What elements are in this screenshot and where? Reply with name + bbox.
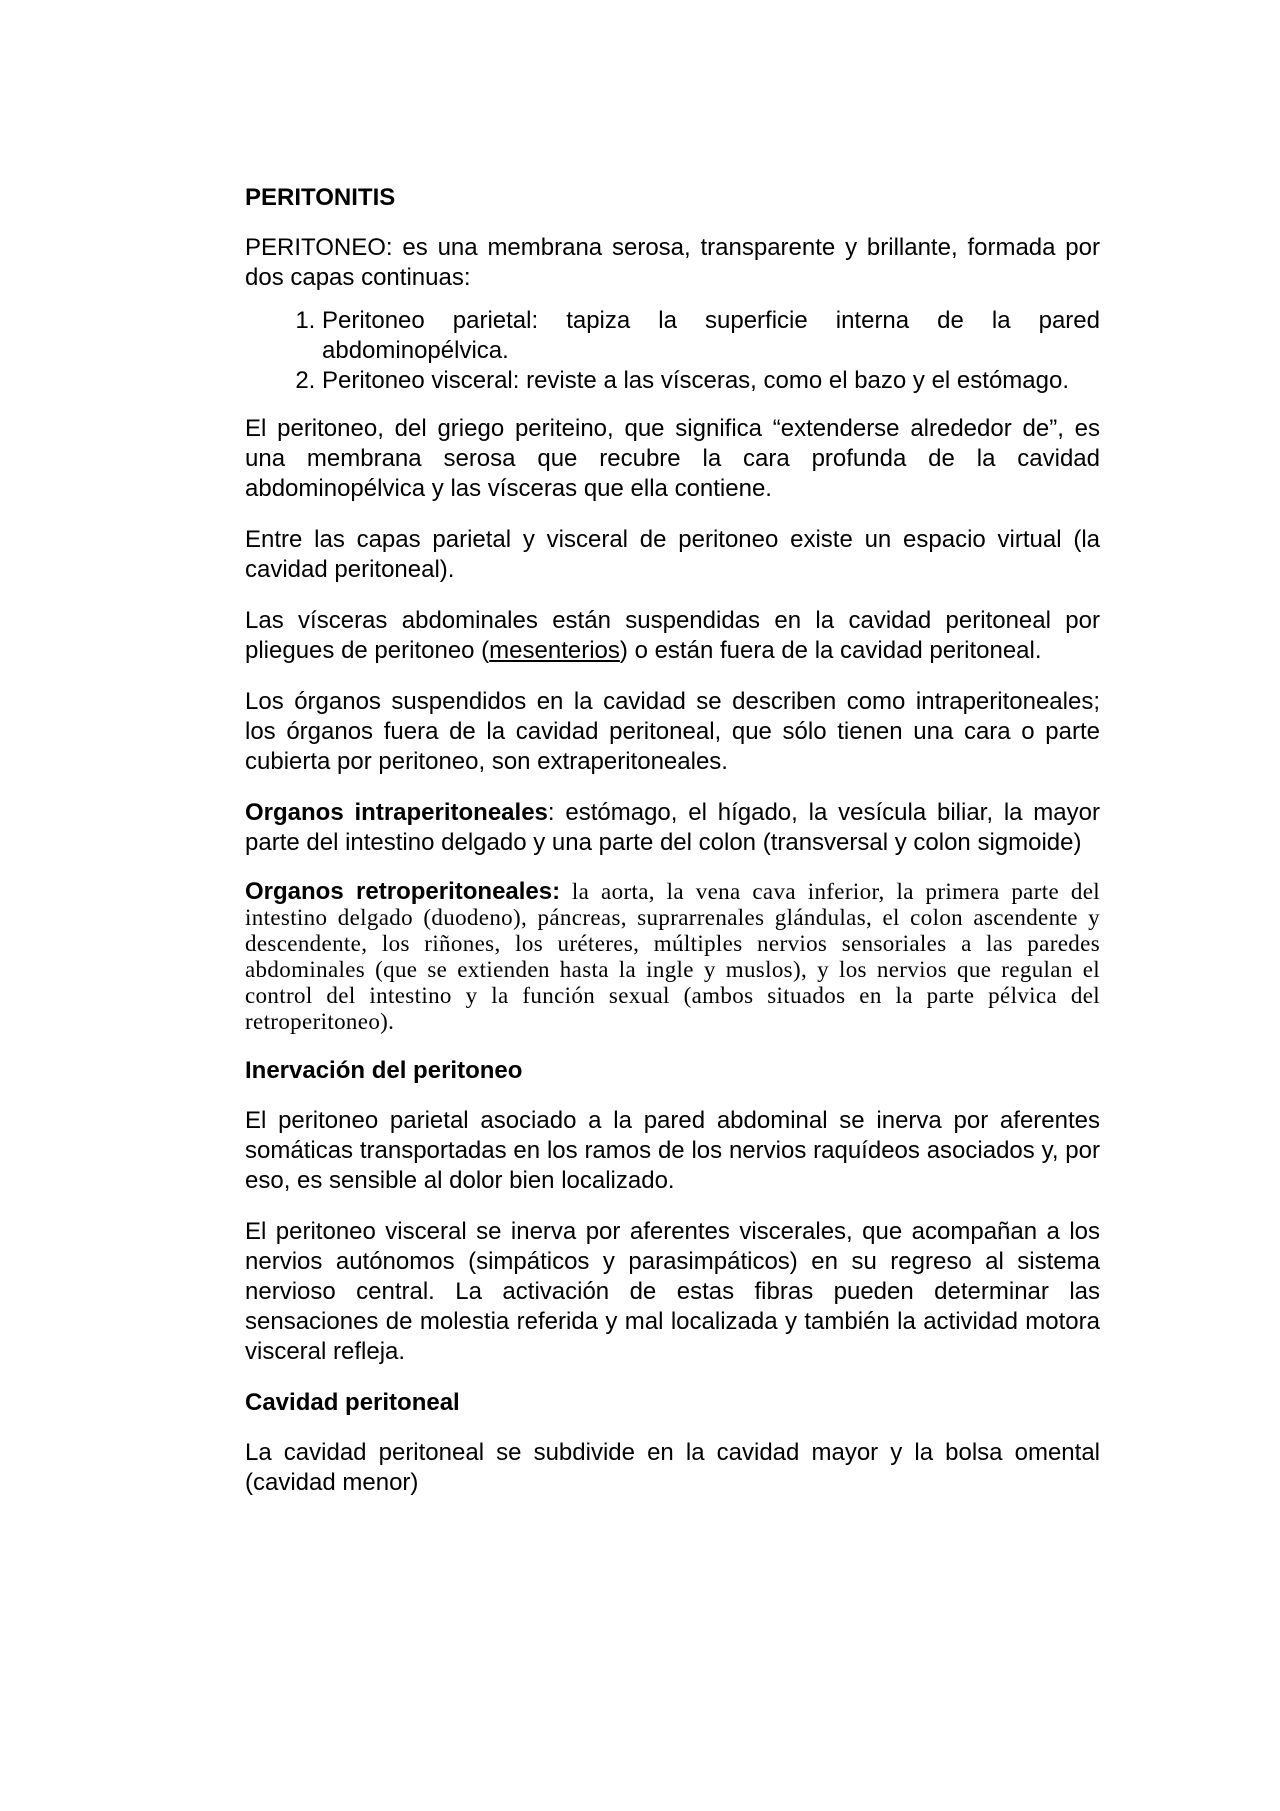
intraperitoneal-text: : estómago, el hígado, la vesícula biliar, la mayor parte del intestino delgado y una parte del colon (transversal y colon sigmoide) xyxy=(245,799,1100,856)
etymology-paragraph: El peritoneo, del griego periteino, que significa “extenderse alrededor de”, es una membrana serosa que recubre la cara profunda de la cavidad abdominopélvica y las vísceras que ella contiene. xyxy=(245,415,1100,502)
retroperitoneal-paragraph xyxy=(245,879,1100,1035)
visceral-innervation-paragraph: El peritoneo visceral se inerva por aferentes viscerales, que acompañan a los nervios autónomos (simpáticos y parasimpáticos) en su regreso al sistema nervioso central. La activación de estas fibras pueden determinar las sensaciones de molestia referida y mal localizada y también la actividad motora visceral refleja. xyxy=(245,1218,1100,1365)
innervation-heading: Inervación del peritoneo xyxy=(245,1057,523,1084)
mesenterios-link[interactable]: mesenterios xyxy=(489,637,620,664)
suspended-text-before: Las vísceras abdominales están suspendidas en la cavidad peritoneal por pliegues de peritoneo ( xyxy=(245,607,1100,664)
parietal-innervation-paragraph: El peritoneo parietal asociado a la pared abdominal se inerva por aferentes somáticas transportadas en los ramos de los nervios raquídeos asociados y, por eso, es sensible al dolor bien localizado. xyxy=(245,1107,1100,1194)
intraperitoneal-paragraph xyxy=(245,798,1100,858)
peritoneal-cavity-paragraph: La cavidad peritoneal se subdivide en la cavidad mayor y la bolsa omental (cavidad menor) xyxy=(245,1439,1100,1496)
intraperitoneal-label: Organos intraperitoneales xyxy=(245,799,548,826)
suspended-viscera-paragraph xyxy=(245,606,1100,666)
document-page xyxy=(245,183,1100,1519)
suspended-text-after: ) o están fuera de la cavidad peritoneal. xyxy=(619,637,1042,664)
list-item: 2. Peritoneo visceral: reviste a las vísceras, como el bazo y el estómago. xyxy=(322,366,1100,396)
retroperitoneal-text: la aorta, la vena cava inferior, la primera parte del intestino delgado (duodeno), páncreas, suprarrenales glándulas, el colon ascendente y descendente, los riñones, los uréteres, múltiples nervios sensoriales a las paredes abdominales (que se extienden hasta la ingle y muslos), y los nervios que regulan el control del intestino y la función sexual (ambos situados en la parte pélvica del retroperitoneo). xyxy=(245,879,1100,1034)
peritoneal-space-paragraph: Entre las capas parietal y visceral de peritoneo existe un espacio virtual (la cavidad peritoneal). xyxy=(245,526,1100,583)
organs-classification-paragraph: Los órganos suspendidos en la cavidad se describen como intraperitoneales; los órganos fuera de la cavidad peritoneal, que sólo tienen una cara o parte cubierta por peritoneo, son extraperitoneales. xyxy=(245,688,1100,775)
document-title: PERITONITIS xyxy=(245,184,396,211)
list-item: 1. Peritoneo parietal: tapiza la superficie interna de la pared abdominopélvica. xyxy=(322,306,1100,366)
peritoneal-cavity-heading: Cavidad peritoneal xyxy=(245,1389,460,1416)
peritoneum-layers-list xyxy=(245,306,1100,396)
retroperitoneal-label: Organos retroperitoneales: xyxy=(245,878,561,905)
intro-paragraph: PERITONEO: es una membrana serosa, transparente y brillante, formada por dos capas continuas: xyxy=(245,234,1100,291)
